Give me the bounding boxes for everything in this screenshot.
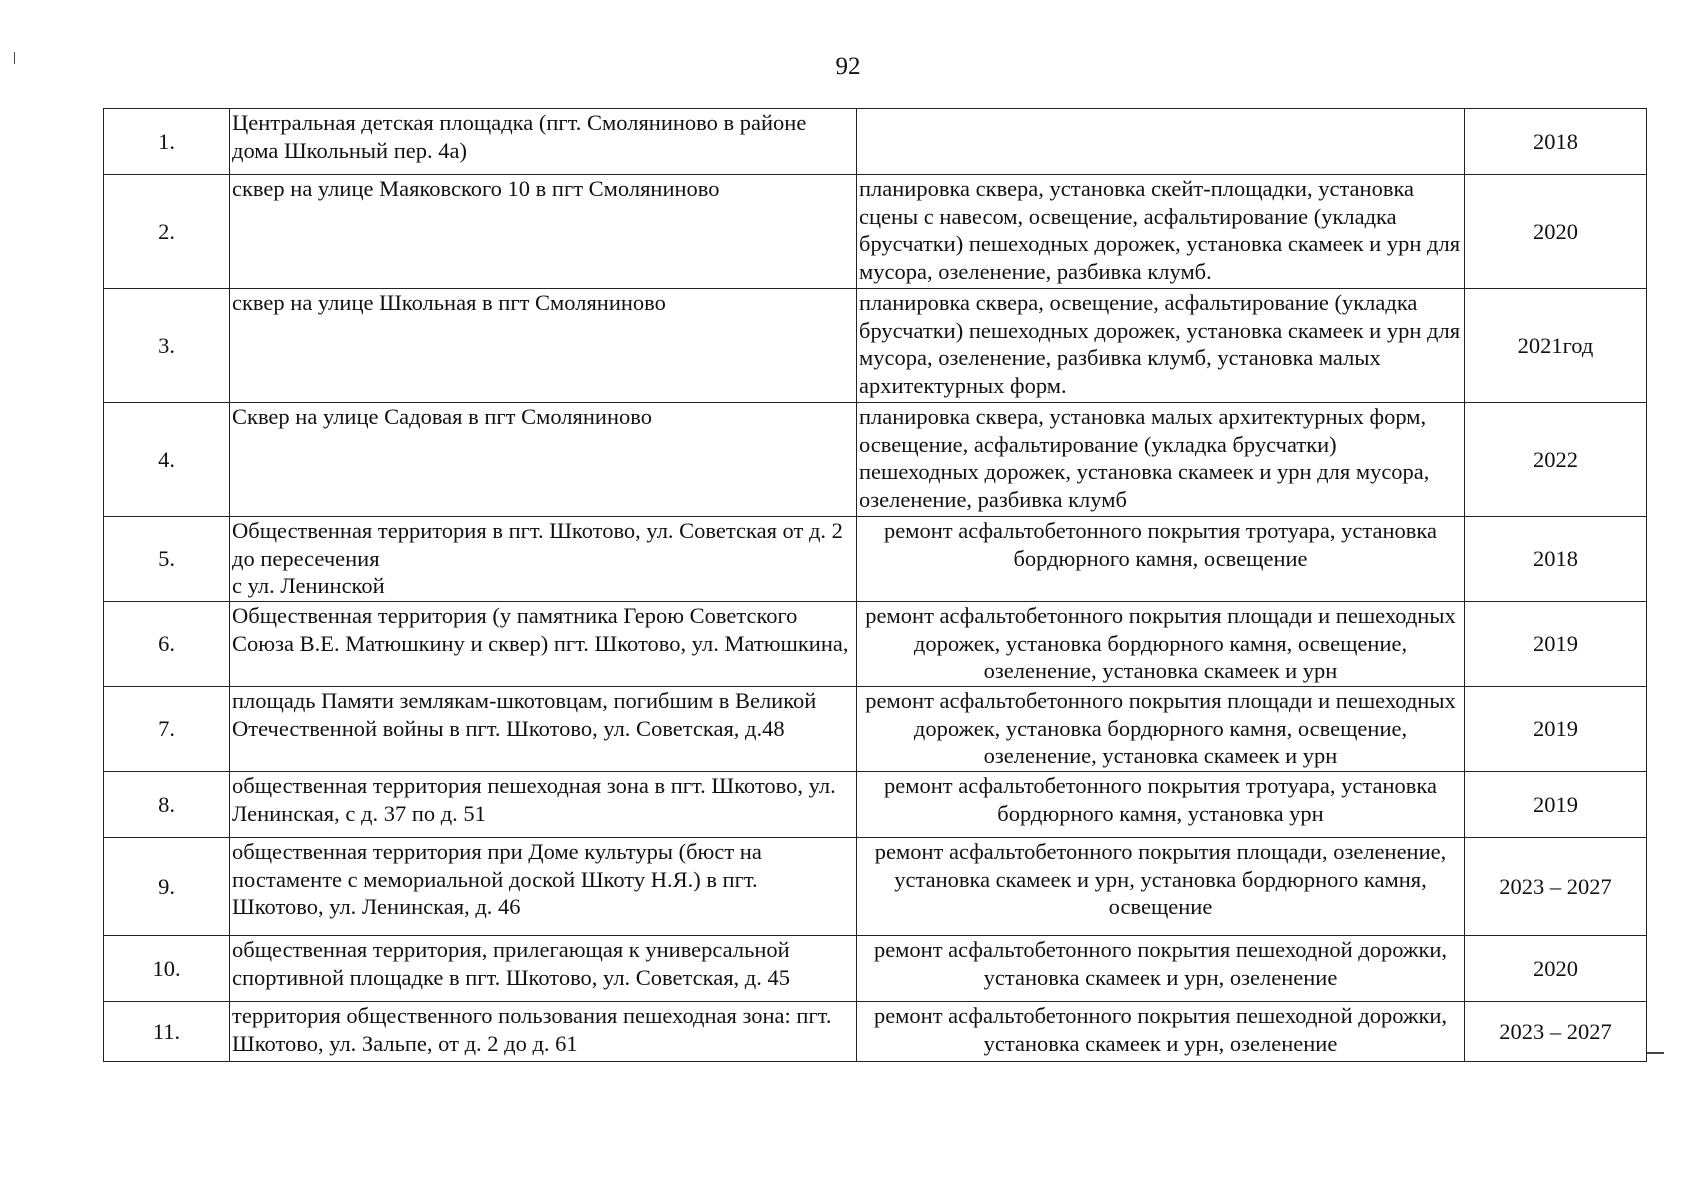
implementation-year: 2021год [1465,289,1647,403]
table-row [104,687,1647,772]
table-row [104,175,1647,289]
table-row [104,1002,1647,1062]
scan-mark-right [1646,1052,1664,1054]
table-row [104,517,1647,602]
row-number: 2. [104,175,230,289]
work-description: ремонт асфальтобетонного покрытия площади и пешеходных дорожек, установка бордюрного камня, освещение, озеленение, установка скамеек и урн [857,602,1465,687]
row-number: 9. [104,838,230,936]
work-description: ремонт асфальтобетонного покрытия тротуара, установка бордюрного камня, освещение [857,517,1465,602]
work-description: ремонт асфальтобетонного покрытия площади и пешеходных дорожек, установка бордюрного камня, освещение, озеленение, установка скамеек и урн [857,687,1465,772]
scan-mark-left [14,52,15,64]
work-description: планировка сквера, освещение, асфальтирование (укладка брусчатки) пешеходных дорожек, установка скамеек и урн для мусора, озеленение, разбивка клумб, установка малых архитектурных форм. [857,289,1465,403]
work-description: ремонт асфальтобетонного покрытия тротуара, установка бордюрного камня, установка урн [857,772,1465,838]
row-number: 8. [104,772,230,838]
implementation-year: 2023 – 2027 [1465,838,1647,936]
territory-name: Общественная территория в пгт. Шкотово, ул. Советская от д. 2 до пересечения с ул. Ленинской [230,517,857,602]
territory-name: сквер на улице Маяковского 10 в пгт Смоляниново [230,175,857,289]
row-number: 6. [104,602,230,687]
table-row [104,403,1647,517]
implementation-year: 2018 [1465,517,1647,602]
territory-name: сквер на улице Школьная в пгт Смоляниново [230,289,857,403]
work-description: планировка сквера, установка скейт-площадки, установка сцены с навесом, освещение, асфальтирование (укладка брусчатки) пешеходных дорожек, установка скамеек и урн для мусора, озеленение, разбивка клумб. [857,175,1465,289]
table-row [104,936,1647,1002]
table-row [104,838,1647,936]
territory-name: Центральная детская площадка (пгт. Смоляниново в районе дома Школьный пер. 4а) [230,109,857,175]
implementation-year: 2018 [1465,109,1647,175]
work-description: ремонт асфальтобетонного покрытия пешеходной дорожки, установка скамеек и урн, озеленение [857,936,1465,1002]
row-number: 1. [104,109,230,175]
implementation-year: 2019 [1465,602,1647,687]
row-number: 10. [104,936,230,1002]
implementation-year: 2020 [1465,936,1647,1002]
work-description: планировка сквера, установка малых архитектурных форм, освещение, асфальтирование (укладка брусчатки) пешеходных дорожек, установка скамеек и урн для мусора, озеленение, разбивка клумб [857,403,1465,517]
implementation-year: 2022 [1465,403,1647,517]
implementation-year: 2019 [1465,772,1647,838]
row-number: 5. [104,517,230,602]
implementation-year: 2023 – 2027 [1465,1002,1647,1062]
territory-name: общественная территория пешеходная зона в пгт. Шкотово, ул. Ленинская, с д. 37 по д. 51 [230,772,857,838]
territory-name: общественная территория, прилегающая к универсальной спортивной площадке в пгт. Шкотово, ул. Советская, д. 45 [230,936,857,1002]
row-number: 3. [104,289,230,403]
territory-name: Сквер на улице Садовая в пгт Смоляниново [230,403,857,517]
table-row [104,602,1647,687]
territory-name: территория общественного пользования пешеходная зона: пгт. Шкотово, ул. Зальпе, от д. 2 до д. 61 [230,1002,857,1062]
territories-table [103,108,1647,1062]
work-description [857,109,1465,175]
row-number: 4. [104,403,230,517]
page-number: 92 [835,53,861,80]
table-row [104,289,1647,403]
territory-name: общественная территория при Доме культуры (бюст на постаменте с мемориальной доской Шкоту Н.Я.) в пгт. Шкотово, ул. Ленинская, д. 46 [230,838,857,936]
row-number: 11. [104,1002,230,1062]
row-number: 7. [104,687,230,772]
work-description: ремонт асфальтобетонного покрытия площади, озеленение, установка скамеек и урн, установка бордюрного камня, освещение [857,838,1465,936]
table-row [104,109,1647,175]
table-row [104,772,1647,838]
implementation-year: 2019 [1465,687,1647,772]
territory-name: Общественная территория (у памятника Герою Советского Союза В.Е. Матюшкину и сквер) пгт. Шкотово, ул. Матюшкина, [230,602,857,687]
territory-name: площадь Памяти землякам-шкотовцам, погибшим в Великой Отечественной войны в пгт. Шкотово, ул. Советская, д.48 [230,687,857,772]
work-description: ремонт асфальтобетонного покрытия пешеходной дорожки, установка скамеек и урн, озеленение [857,1002,1465,1062]
implementation-year: 2020 [1465,175,1647,289]
